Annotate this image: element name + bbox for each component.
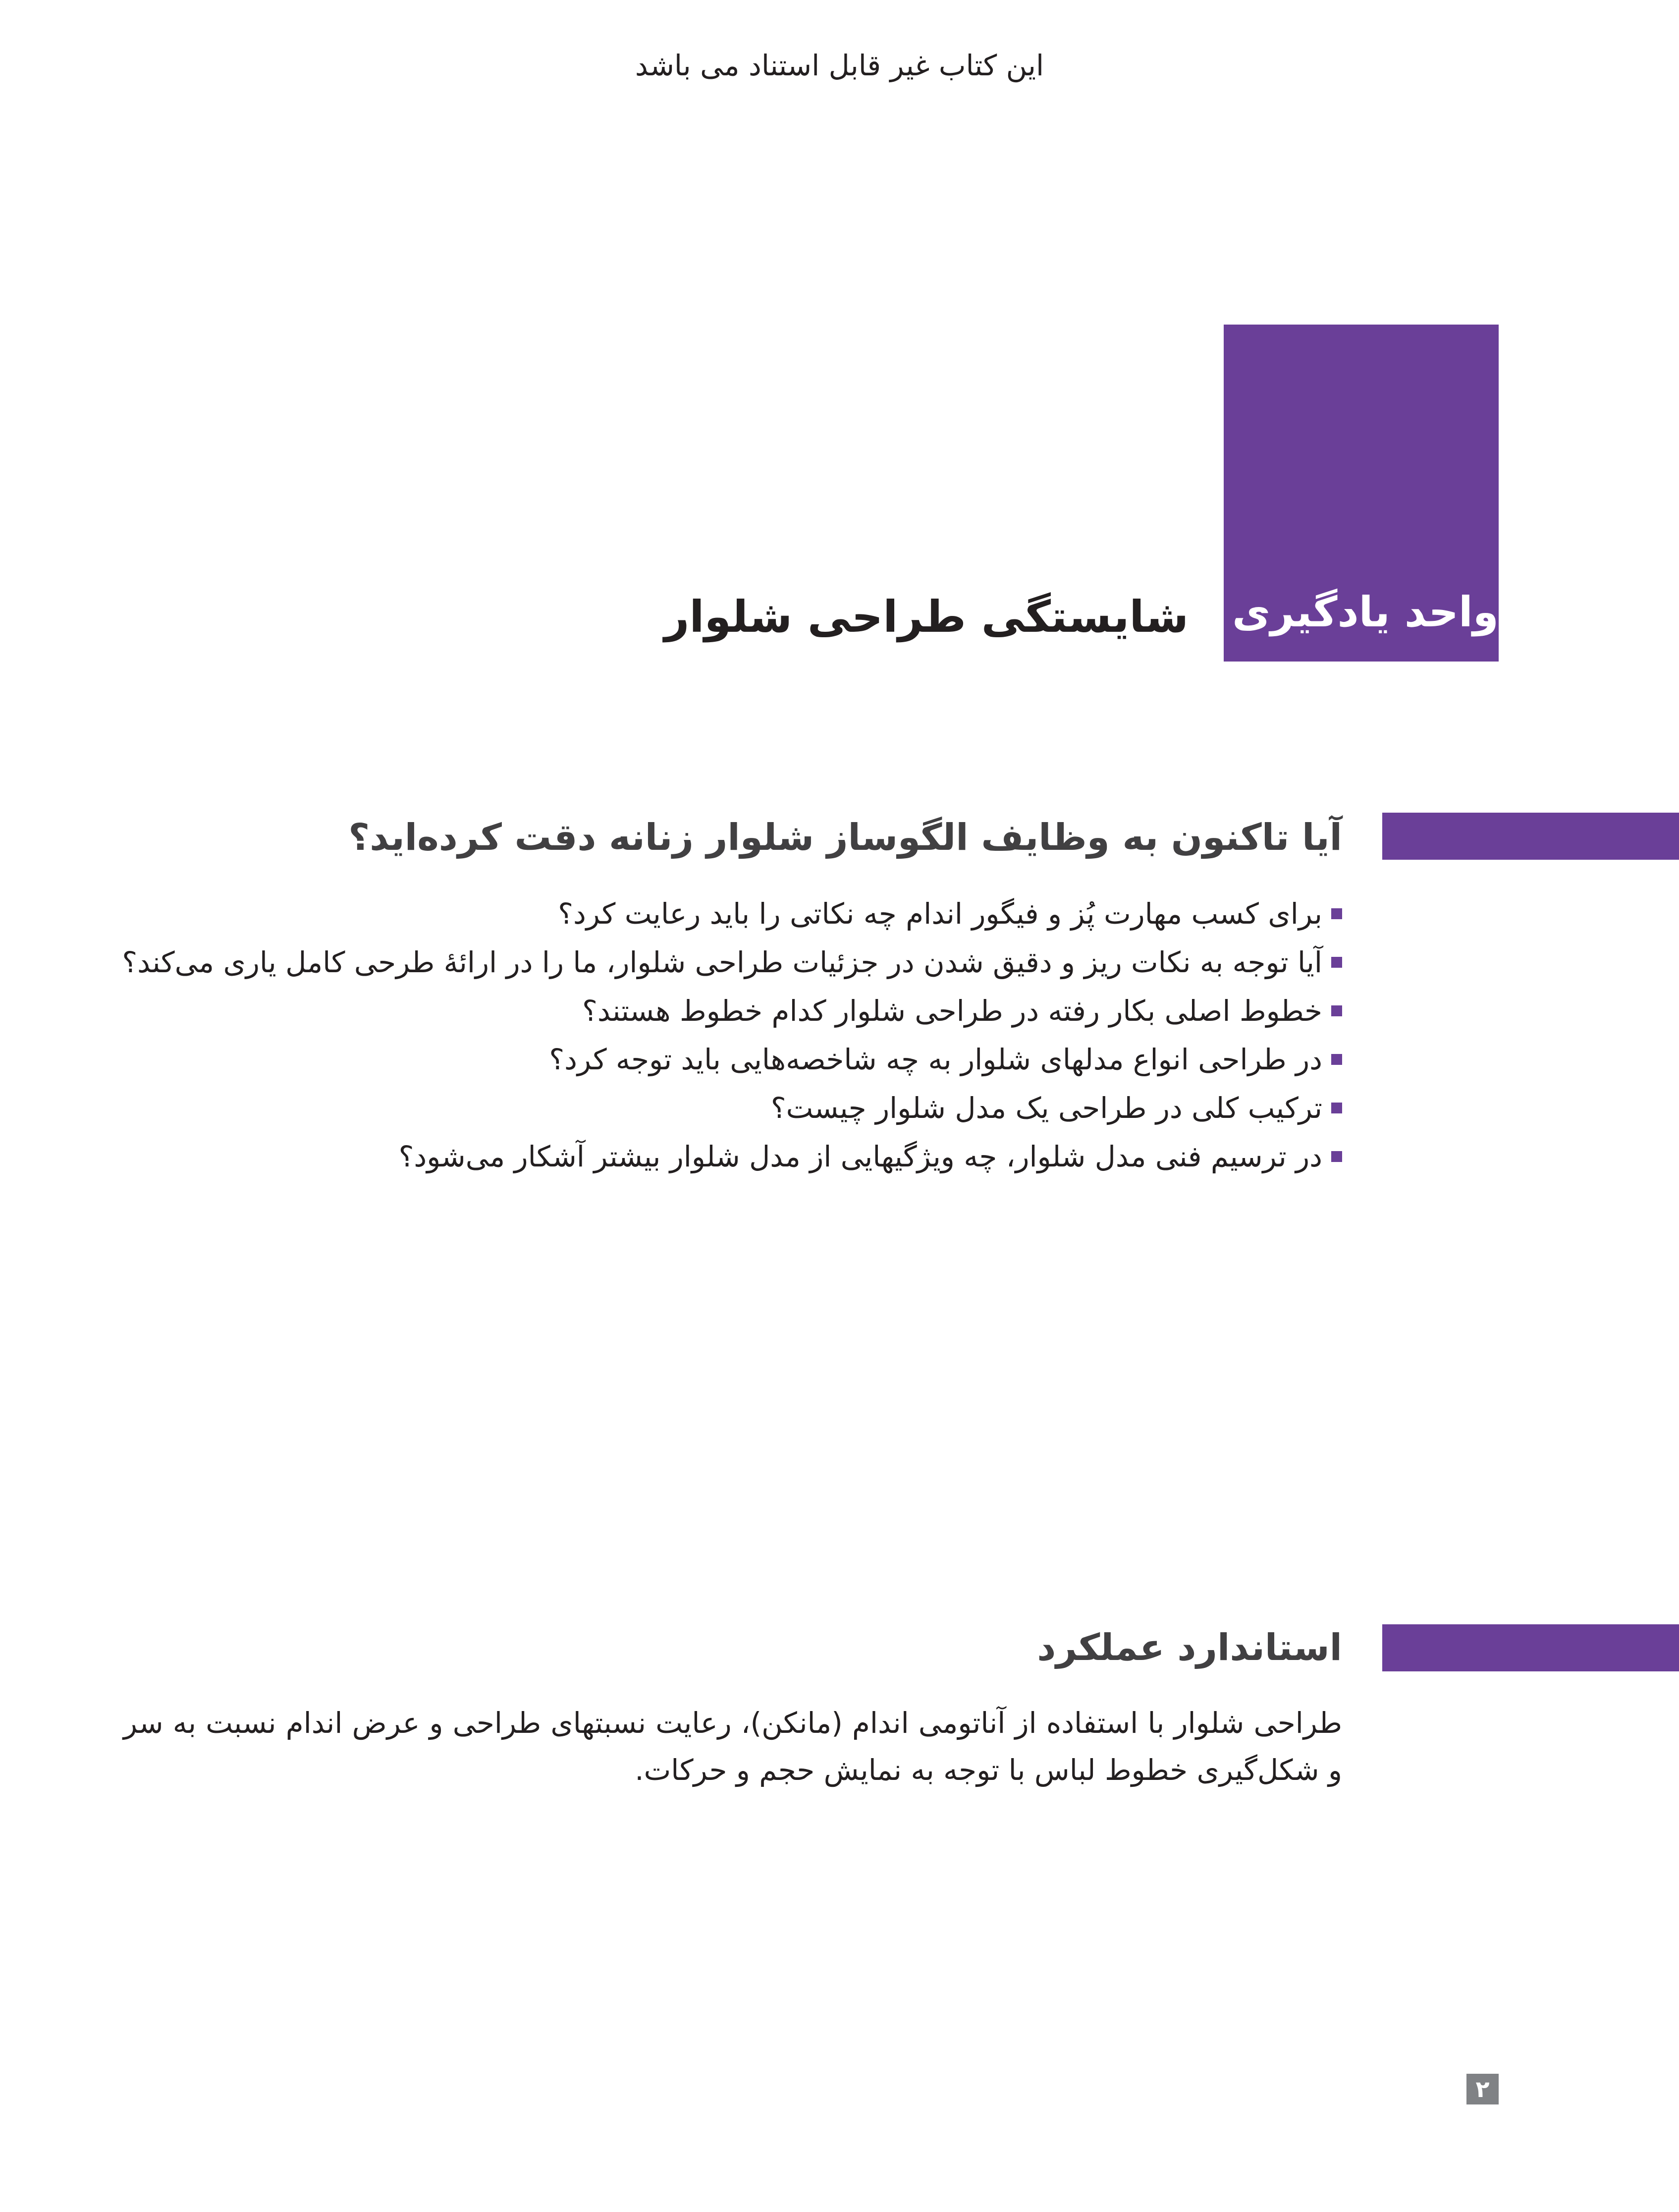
square-bullet-icon (1331, 1054, 1342, 1065)
competency-title: شایستگی طراحی شلوار (664, 591, 1189, 642)
page-number: ۲ (1466, 2074, 1499, 2104)
questions-accent-bar (1382, 813, 1679, 860)
standard-heading: استاندارد عملکرد (1037, 1626, 1342, 1669)
questions-list (122, 889, 1342, 1181)
header-note: این کتاب غیر قابل استناد می باشد (635, 49, 1044, 82)
square-bullet-icon (1331, 1103, 1342, 1113)
list-item (122, 1084, 1342, 1132)
unit-label: واحد یادگیری (1232, 588, 1499, 636)
list-item (122, 987, 1342, 1035)
question-text: برای کسب مهارت پُز و فیگور اندام چه نکاتی را باید رعایت کرد؟ (558, 897, 1322, 931)
square-bullet-icon (1331, 957, 1342, 968)
list-item (122, 1035, 1342, 1084)
standard-body: طراحی شلوار با استفاده از آناتومی اندام (مانکن)، رعایت نسبتهای طراحی و عرض اندام نسبت به سر و شکل‌گیری خطوط لباس با توجه به نمایش حجم و حرکات. (123, 1706, 1342, 1787)
square-bullet-icon (1331, 908, 1342, 919)
questions-heading: آیا تاکنون به وظایف الگوساز شلوار زنانه دقت کرده‌اید؟ (348, 816, 1342, 859)
question-text: خطوط اصلی بکار رفته در طراحی شلوار کدام خطوط هستند؟ (582, 994, 1322, 1028)
standard-accent-bar (1382, 1624, 1679, 1671)
question-text: ترکیب کلی در طراحی یک مدل شلوار چیست؟ (770, 1091, 1322, 1125)
unit-number: ۱ (1226, 542, 1255, 598)
question-text: آیا توجه به نکات ریز و دقیق شدن در جزئیات طراحی شلوار، ما را در ارائۀ طرحی کامل یاری می‌کند؟ (122, 945, 1322, 979)
question-text: در طراحی انواع مدلهای شلوار به چه شاخصه‌هایی باید توجه کرد؟ (549, 1043, 1322, 1076)
list-item (122, 1132, 1342, 1181)
square-bullet-icon (1331, 1005, 1342, 1016)
list-item (122, 938, 1342, 987)
square-bullet-icon (1331, 1151, 1342, 1162)
list-item (122, 889, 1342, 938)
question-text: در ترسیم فنی مدل شلوار، چه ویژگیهایی از مدل شلوار بیشتر آشکار می‌شود؟ (398, 1140, 1322, 1173)
